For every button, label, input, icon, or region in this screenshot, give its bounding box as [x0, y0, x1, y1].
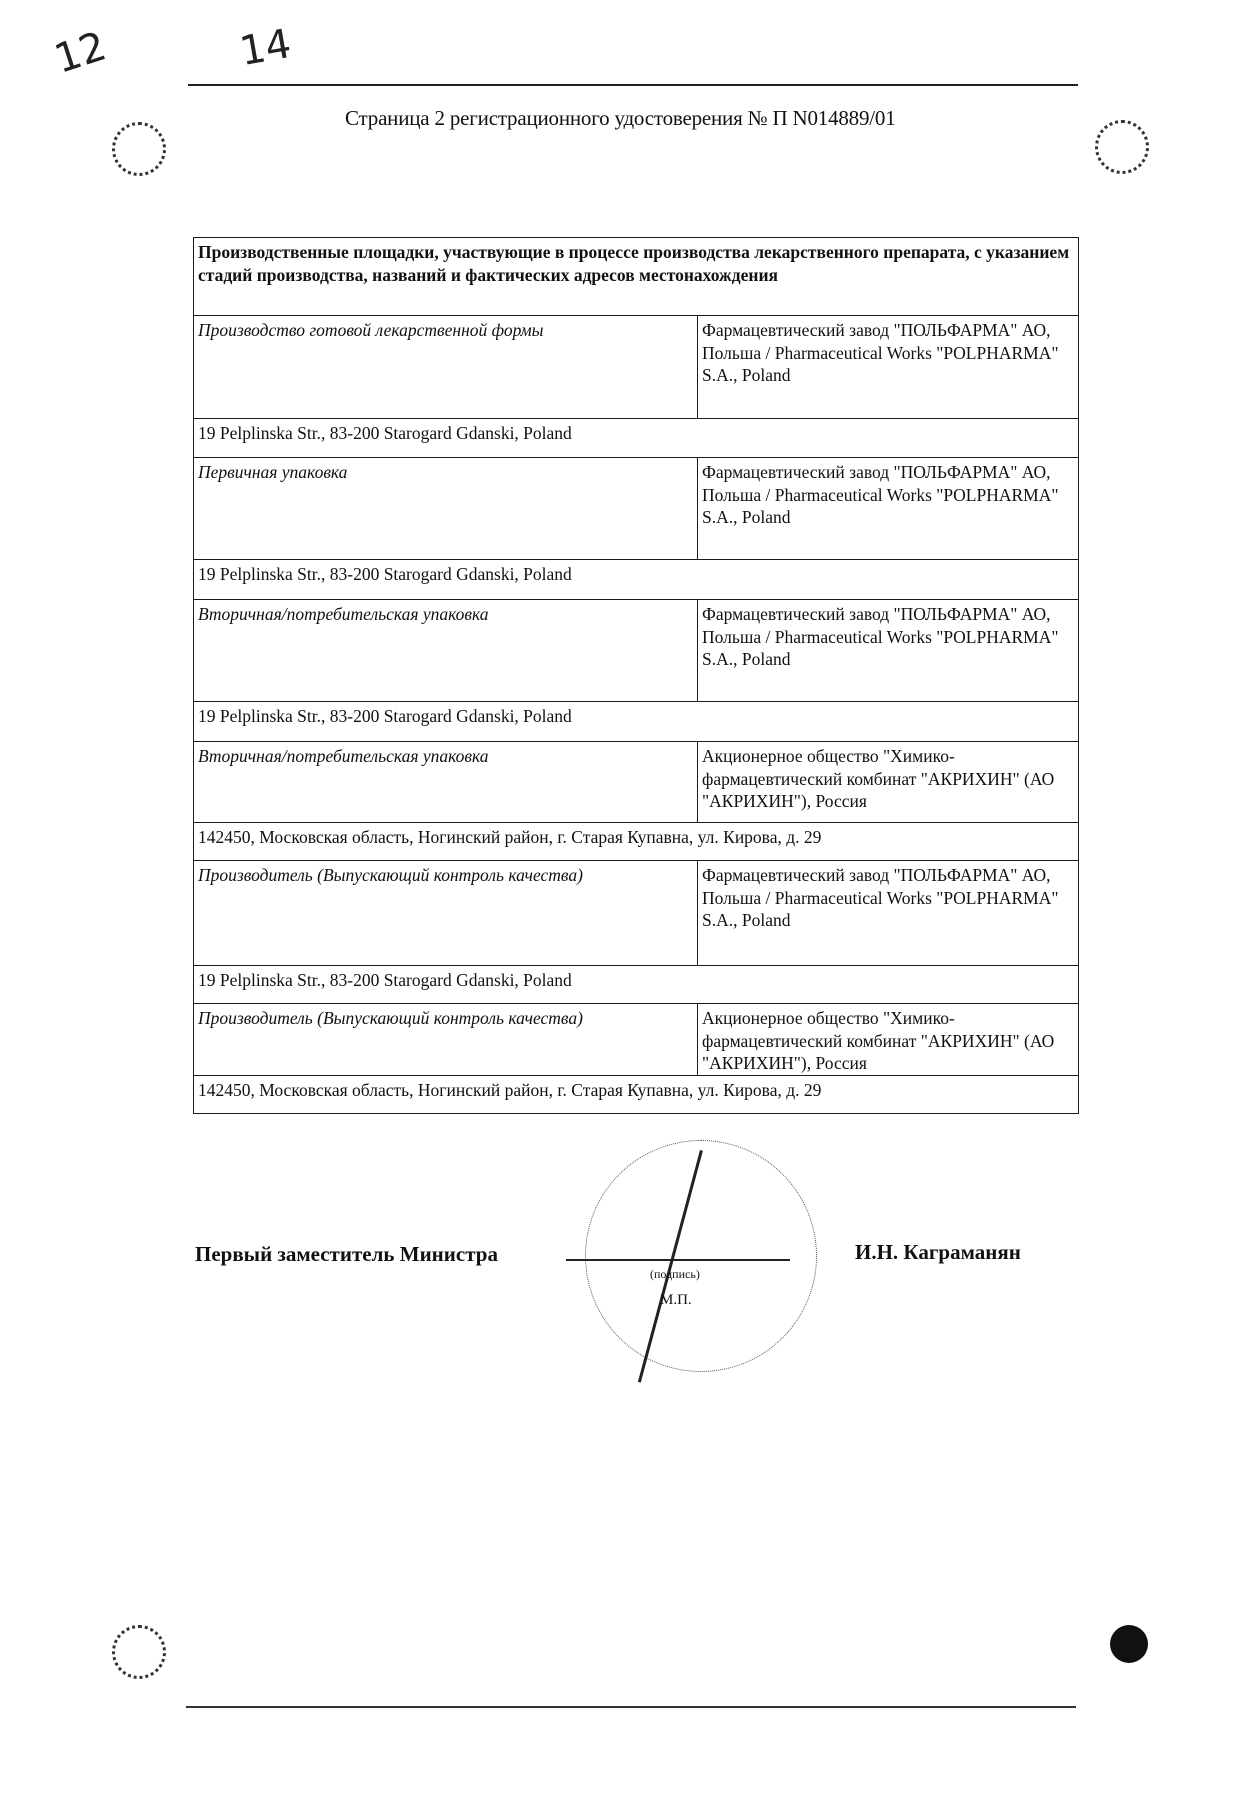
address-row [194, 1075, 1079, 1113]
address-cell: 19 Pelplinska Str., 83-200 Starogard Gdanski, Poland [194, 419, 1079, 458]
table-header: Производственные площадки, участвующие в процессе производства лекарственного препарата, с указанием стадий производства, названий и фактических адресов местонахождения [194, 238, 1079, 316]
stamp-mark: М.П. [660, 1292, 692, 1308]
signature-line [566, 1259, 790, 1261]
manufacturer-cell: Фармацевтический завод "ПОЛЬФАРМА" АО, Польша / Pharmaceutical Works "POLPHARMA" S.A., Poland [698, 861, 1079, 966]
table-row [194, 316, 1079, 419]
stage-cell: Производитель (Выпускающий контроль качества) [194, 1004, 698, 1076]
hologram-seal-top-right-icon [1095, 120, 1149, 174]
table-row [194, 458, 1079, 560]
manufacturer-cell: Акционерное общество "Химико-фармацевтический комбинат "АКРИХИН" (АО "АКРИХИН"), Россия [698, 742, 1079, 823]
hologram-seal-bottom-right-icon [1110, 1625, 1148, 1663]
table-row [194, 742, 1079, 823]
address-row [194, 419, 1079, 458]
address-cell: 142450, Московская область, Ногинский район, г. Старая Купавна, ул. Кирова, д. 29 [194, 1075, 1079, 1113]
table-row [194, 600, 1079, 702]
handwritten-note-right: 14 [236, 20, 295, 76]
address-cell: 142450, Московская область, Ногинский район, г. Старая Купавна, ул. Кирова, д. 29 [194, 823, 1079, 861]
address-cell: 19 Pelplinska Str., 83-200 Starogard Gdanski, Poland [194, 702, 1079, 742]
manufacturer-cell: Фармацевтический завод "ПОЛЬФАРМА" АО, Польша / Pharmaceutical Works "POLPHARMA" S.A., Poland [698, 458, 1079, 560]
stage-cell: Производитель (Выпускающий контроль качества) [194, 861, 698, 966]
address-row [194, 823, 1079, 861]
address-cell: 19 Pelplinska Str., 83-200 Starogard Gdanski, Poland [194, 560, 1079, 600]
manufacturer-cell: Фармацевтический завод "ПОЛЬФАРМА" АО, Польша / Pharmaceutical Works "POLPHARMA" S.A., Poland [698, 600, 1079, 702]
manufacturer-cell: Фармацевтический завод "ПОЛЬФАРМА" АО, Польша / Pharmaceutical Works "POLPHARMA" S.A., Poland [698, 316, 1079, 419]
stage-cell: Вторичная/потребительская упаковка [194, 600, 698, 702]
page-title: Страница 2 регистрационного удостоверения № П N014889/01 [345, 106, 896, 130]
hologram-seal-top-left-icon [112, 122, 166, 176]
stage-cell: Вторичная/потребительская упаковка [194, 742, 698, 823]
address-row [194, 560, 1079, 600]
table-row [194, 1004, 1079, 1076]
stage-cell: Производство готовой лекарственной формы [194, 316, 698, 419]
signatory-position: Первый заместитель Министра [195, 1242, 498, 1266]
top-border-line [188, 84, 1078, 86]
address-row [194, 966, 1079, 1004]
bottom-border-line [186, 1706, 1076, 1708]
address-cell: 19 Pelplinska Str., 83-200 Starogard Gdanski, Poland [194, 966, 1079, 1004]
signature-caption: (подпись) [650, 1267, 700, 1281]
address-row [194, 702, 1079, 742]
production-sites-table [193, 237, 1079, 1114]
manufacturer-cell: Акционерное общество "Химико-фармацевтический комбинат "АКРИХИН" (АО "АКРИХИН"), Россия [698, 1004, 1079, 1076]
handwritten-note-left: 12 [49, 23, 112, 83]
table-row [194, 861, 1079, 966]
signatory-name: И.Н. Каграманян [855, 1240, 1021, 1264]
official-stamp-icon [585, 1140, 817, 1372]
hologram-seal-bottom-left-icon [112, 1625, 166, 1679]
table-header-row [194, 238, 1079, 316]
stage-cell: Первичная упаковка [194, 458, 698, 560]
